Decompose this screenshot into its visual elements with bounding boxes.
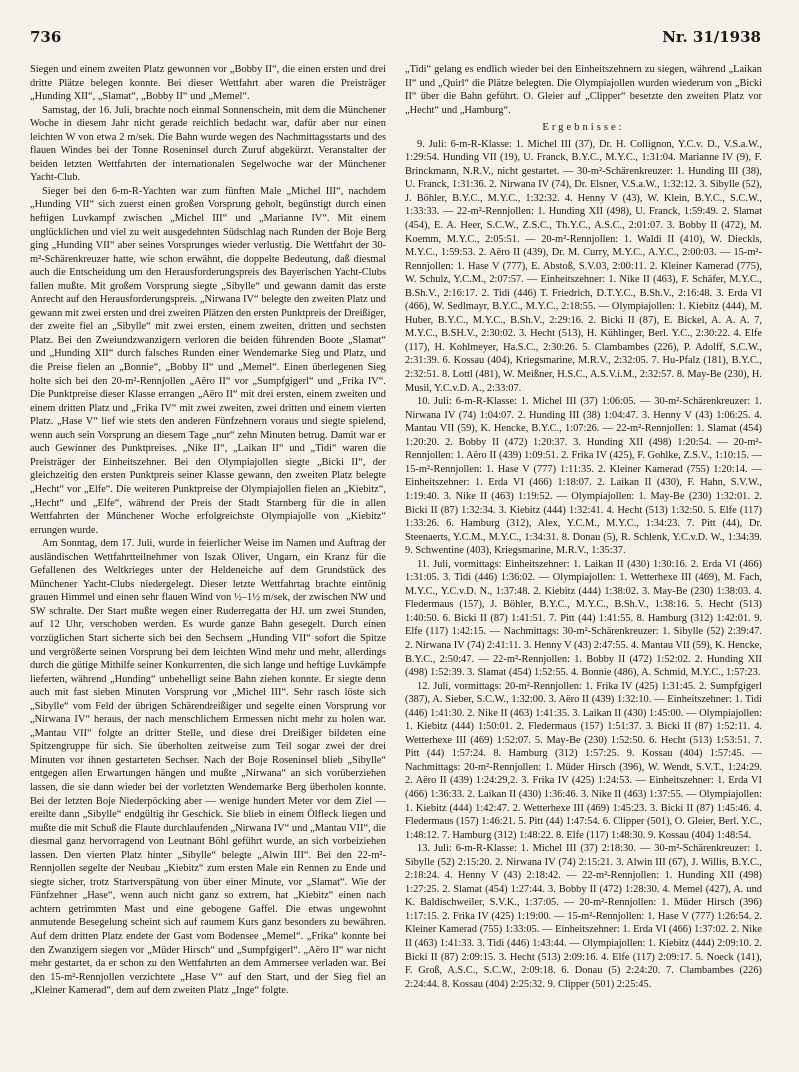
issue-number: Nr. 31/1938 <box>662 28 761 46</box>
article-paragraph: Am Sonntag, dem 17. Juli, wurde in feierlicher Weise im Namen und Auftrag der ausländischen Wettfahrtteilnehmer von Iszak Oliver, Ungarn, ein Kranz für die Gefallenen des Weltkrieges unter der Heldeneiche auf dem Grundstück des Münchener Yacht-Clubs niedergelegt. Dieser letzte Wettfahrtag brachte eintönig grauen Himmel und einen sehr flauen Wind von ½–1½ m/sek, der zwischen NW und SW schralte. Der Start mußte wegen einer Ruderregatta der HJ. um zwei Stunden, auf 12 Uhr, verschoben werden. Es wurde ganze Bahn gesegelt. Durch einen vorzüglichen Start sicherte sich bei den Sechsern „Hunding VII“ sofort die Spitze und vergrößerte seinen Vorsprung bei dem leichten Wind mehr und mehr, allerdings durch die gütige Mithilfe seiner Konkurrenten, die sich lange und heftige Luvkämpfe lieferten, während „Hunding“ unbehelligt seine Bahn ziehen konnte. Er siegte denn auch mit fast sieben Minuten Vorsprung vor „Michel III“. Sehr rasch löste sich „Sibylle“ vom Feld der übrigen Schärendreißiger und segelte einen Vorsprung vor „Nirwana IV“ heraus, der nach menschlichem Ermessen nicht mehr zu holen war. „Mantau VII“ folgte an dritter Stelle, und diese drei Dreißiger bildeten eine Spitzengruppe für sich. Sie überholten zeitweise zum Teil sogar zwei der drei Minuten vor ihnen gestarteten Sechser. Nach der Boje Roseninsel blieb „Sibylle“ entgegen allen Erwartungen hängen und mußte „Nirwana“ an sich vorüberziehen lassen, die sie dann wieder bei der vorletzten Wendemarke Berg überholen konnte. Bei der letzten Boje Niederpöcking aber — wenige hundert Meter vor dem Ziel — ereilte dann „Sibylle“ endgültig ihr Geschick. Sie blieb in einem Ölfleck liegen und mußte die mit Schuß die Flaute durchlaufenden „Nirwana IV“ und „Mantau VII“, die diesmal ganz hervorragend von Leutnant Böhl geführt wurde, an sich vorbeiziehen lassen. Den vierten Platz hinter „Sibylle“ belegte „Alwin III“. Bei den 22-m²-Rennjollen segelte der Neubau „Kiebitz“ zum ersten Male ein Rennen zu Ende und siegte sicher, trotz Startverspätung von über einer Minute, vor „Slamat“. Wie der Fünfzehner „Hase“, wenn auch nicht ganz so extrem, hat „Kiebitz“ einen nach achtern getrimmten Mast und eine gebogene Gaffel. Die etwas ungewohnt anmutende Besegelung scheint sich auf raumem Kurs ganz besonders zu bewähren. Auf dem dritten Platz endete der Gast vom Bodensee „Memel“. „Frika“ konnte bei den Zwanzigern siegen vor „Müder Hirsch“ und „Sumpfgigerl“. „Aëro II“ war nicht mehr gestartet, da er schon zu den Wettfahrten an dem Ammersee verladen war. Bei den 15-m²-Rennjollen verzichtete „Hase V“ auf den Start, und der Sieg fiel an „Kleiner Kamerad“, dem auf dem zweiten Platz „Inge“ folgte. <box>30 538 386 997</box>
results-day: 12. Juli, vormittags: 20-m²-Rennjollen: 1. Frika IV (425) 1:31:45. 2. Sumpfgigerl (387), A. Sieber, S.C.W., 1:32:00. 3. Aëro II (439) 1:32:10. — Einheitszehner: 1. Tidi (446) 1:41:30. 2. Nike II (463) 1:41:35. 3. Laikan II (430) 1:45:00. — Olympiajollen: 1. Kiebitz (444) 1:50:01. 2. Fledermaus (157) 1:51:37. 3. Bicki II (87) 1:52:11. 4. Wetterhexe III (469) 1:52:07. 5. May-Be (230) 1:52:50. 6. Hecht (513) 1:53:51. 7. Pitt (44) 1:57:24. 8. Hamburg (312) 1:57:25. 9. Kossau (404) 1:57:45. — Nachmittags: 20-m²-Rennjollen: 1. Müder Hirsch (396), W. Wendt, S.V.T., 1:24:29. 2. Aëro II (439) 1:24:29,2. 3. Frika IV (425) 1:24:53. — Einheitszehner: 1. Erda VI (466) 1:36:33. 2. Laikan II (430) 1:36:46. 3. Nike II (463) 1:37:55. — Olympiajollen: 1. Kiebitz (444) 1:42:47. 2. Wetterhexe III (469) 1:45:23. 3. Bicki II (87) 1:45:46. 4. Fledermaus (157) 1:46:21. 5. Pitt (44) 1:47:54. 6. Clipper (501), O. Gleier, Berl. Y.C., 1:48:12. 7. Hamburg (312) 1:48:22. 8. Elfe (117) 1:48:30. 9. Kossau (404) 1:48:54. <box>405 680 762 841</box>
left-column <box>30 63 386 1058</box>
results-day: 10. Juli: 6-m-R-Klasse: 1. Michel III (37) 1:06:05. — 30-m²-Schärenkreuzer: 1. Nirwana IV (74) 1:04:07. 2. Hunding III (38) 1:04:47. 3. Henny V (43) 1:06:25. 4. Mantau VII (59), K. Hencke, B.Y.C., 1:07:26. — 22-m²-Rennjollen: 1. Slamat (454) 1:20:20. 2. Bobby II (472) 1:20:37. 3. Hunding XII (498) 1:20:54. — 20-m²-Rennjollen: 1. Aëro II (439) 1:09:51. 2. Frika IV (425), F. Gohlke, Z.S.V., 1:10:15. — 15-m²-Rennjollen: 1. Hase V (777) 1:11:35. 2. Kleiner Kamerad (755) 1:20:14. — Einheitszehner: 1. Erda VI (466) 1:18:07. 2. Laikan II (430), F. Hahn, S.V.W., 1:19:40. 3. Nike II (463) 1:19:52. — Olympiajollen: 1. May-Be (230) 1:32:01. 2. Bicki II (87) 1:32:34. 3. Kiebitz (444) 1:32:41. 4. Hecht (513) 1:32:50. 5. Elfe (117) 1:33:26. 6. Hamburg (312), Alex, Y.C.M., M.Y.C., 1:34:23. 7. Pitt (44), Dr. Steenaerts, Y.C.M., M.Y.C., 1:34:31. 8. Donau (5), R. Schlenk, Y.C.v.D. W., 1:34:39. 9. Schwentine (403), Kriegsmarine, M.R.V., 1:35:37. <box>405 396 762 557</box>
article-paragraph: Samstag, der 16. Juli, brachte noch einmal Sonnenschein, mit dem die Münchener Woche in diesem Jahr nicht gerade reichlich bedacht war, dafür aber nur einen leichten W von etwa 2 m/sek. Die Bahn wurde wegen des Nachmittagsstarts und des flauen Windes bei der Tonne Roseninsel durch Zuruf abgekürzt. Veranstalter der beiden letzten Wettfahrten der internationalen Segelwoche war der Münchener Yacht-Club. <box>30 104 386 184</box>
results-day: 13. Juli: 6-m-R-Klasse: 1. Michel III (37) 2:18:30. — 30-m²-Schärenkreuzer: 1. Sibylle (52) 2:15:20. 2. Nirwana IV (74) 2:15:21. 3. Alwin III (67), J. Willis, B.Y.C., 2:18:24. 4. Henny V (43) 2:18:42. — 22-m²-Rennjollen: 1. Hunding XII (498) 1:27:25. 2. Slamat (454) 1:27:44. 3. Bobby II (472) 1:28:30. 4. Memel (427), A. und K. Baldischweiler, S.V.K., 1:37:05. — 20-m²-Rennjollen: 1. Müder Hirsch (396) 1:17:15. 2. Frika IV (425) 1:19:00. — 15-m²-Rennjollen: 1. Hase V (777) 1:26:54. 2. Kleiner Kamerad (755) 1:33:05. — Einheitszehner: 1. Erda VI (466) 1:37:02. 2. Nike II (463) 1:41:33. 3. Tidi (446) 1:43:44. — Olympiajollen: 1. Kiebitz (444) 2:09:10. 2. Bicki II (87) 2:09:15. 3. Hecht (513) 2:09:16. 4. Elfe (117) 2:09:17. 5. Noeck (141), F. Groß, A.S.C., S.C.W., 2:09:18. 6. Donau (5) 2:24:20. 7. Clambambes (226) 2:24:44. 8. Kossau (404) 2:25:32. 9. Clipper (501) 2:25:45. <box>405 843 762 990</box>
right-column <box>405 63 762 1058</box>
page-header <box>30 28 761 50</box>
results-heading: Ergebnisse: <box>542 122 625 134</box>
results-day: 9. Juli: 6-m-R-Klasse: 1. Michel III (37), Dr. H. Collignon, Y.C.v. D., V.S.a.W., 1:29:54. Hunding VII (19), U. Franck, B.Y.C., M.Y.C., 1:31:04. Marianne IV (9), F. Brinckmann, N.R.V., nicht gestartet. — 30-m²-Schärenkreuzer: 1. Hunding III (38), U. Franck, 1:31:36. 2. Nirwana IV (74), Dr. Elsner, V.S.a.W., 1:32:12. 3. Sibylle (52), J. Böhler, B.Y.C., M.Y.C., 1:32:32. 4. Henny V (43), W. Klein, B.Y.C., S.C.W., 1:33:33. — 22-m²-Rennjollen: 1. Hunding XII (498), U. Franck, 1:59:49. 2. Slamat (454), E. A. Heer, S.C.W., Z.S.C., Th.Y.C., A.S.C., 2:01:07. 3. Bobby II (472), M. Koemm, M.Y.C., 2:05:51. — 20-m²-Rennjollen: 1. Waldi II (410), W. Dieckls, M.Y.C., 1:59:53. 2. Aëro II (439), Dr. M. Curry, M.Y.C., A.Y.C., 2:00:03. — 15-m²-Rennjollen: 1. Hase V (777), E. Abstoß, S.V.03, 2:00:11. 2. Kleiner Kamerad (775), W. Schulz, Y.C.M., 2:07:57. — Einheitszehner: 1. Nike II (463), F. Schäfer, M.Y.C., B.Sh.V., 2:16:17. 2. Tidi (446) T. Friedrich, D.T.Y.C., B.Sh.V., 2:16:48. 3. Erda VI (466), W. Sedlmayr, B.Y.C., M.Y.C., 2:18:55. — Olympiajollen: 1. Kiebitz (444), M. Huber, B.Y.C., M.Y.C., B.Sh.V., 2:29:16. 2. Bicki II (87), E. Bickel, A. A. A. 7, M.Y.C., B.SH.V., 2:30:02. 3. Hecht (513), H. Kühlinger, Berl. Y.C., 2:30:22. 4. Elfe (117), H. Kohlmeyer, Ha.S.C., 2:30:26. 5. Clambambes (226), P. Adolff, S.C.W., 2:31:39. 6. Kossau (404), Kriegsmarine, M.R.V., 2:32:05. 7. Hu-Pfalz (181), B.Y.C., 2:32:51. 8. Lottl (481), W. Meißner, H.S.C., A.S.V.i.M., 2:32:57. 8. May-Be (230), H. Musil, Y.C.v.D. A., 2:33:07. <box>405 138 762 394</box>
results-list <box>405 138 762 991</box>
article-paragraph: Sieger bei den 6-m-R-Yachten war zum fünften Male „Michel III“, nachdem „Hunding VII“ sich zuerst einen großen Vorsprung geholt, begünstigt durch einen heftigen Luvkampf zwischen „Michel III“ und „Marianne IV“. Mit einem unglücklichen und viel zu weit ausgedehnten Südschlag nach Runden der Boje Berg ging „Hunding VII“ aber seines Vorsprunges wieder verlustig. Die Wettfahrt der 30-m²-Schärenkreuzer hatte, wie schon erwähnt, die doppelte Bedeutung, daß diesmal auch die Entscheidung um den Herausforderungspreis des Bayerischen Yacht-Clubs fallen mußte. Mit großem Vorsprung siegte „Sibylle“ und gewann damit das erste Anrecht auf den Herausforderungspreis. „Nirwana IV“ belegte den zweiten Platz und gewann mit zwei ersten und drei zweiten Plätzen den ersten Punktpreis der Dreißiger, der zweite fiel an „Sibylle“ mit zwei ersten, einem zweiten, dritten und sechsten Platz. Bei den Zweiundzwanzigern verloren die beiden führenden Boote „Slamat“ und „Hunding XII“ durch falsches Runden einer Wendemarke Sieg und Platz, und die Preise fielen an „Bonnie“, „Bobby II“ und „Memel“. Einen überlegenen Sieg holte sich bei den 20-m²-Rennjollen „Aëro II“ vor „Sumpfgigerl“ und „Frika IV“. Die Punktpreise dieser Klasse errangen „Aëro II“ mit drei ersten, einem zweiten und einem dritten Platz und „Frika IV“ mit zwei zweiten, zwei dritten und einem vierten Platz. „Hase V“ lief wie stets den anderen Fünfzehnern voraus und siegte spielend, wenn auch sein Vorsprung an diesem Tage „nur“ zehn Minuten betrug. Damit war er auch Gewinner des Punktpreises. „Nike II“, „Laikan II“ und „Tidi“ waren die Preisträger der Einheitszehner. Bei den Olympiajollen siegte „Bicki II“, der gleichzeitig den ersten Punktpreis seiner Klasse gewann, den zweiten Platz belegte „Hecht“ vor „Elfe“. Die weiteren Punktpreise der Olympiajollen fielen an „Kiebitz“, „Hecht“ und „Elfe“, während der Preis der Stadt Starnberg für die in allen Wettfahrten der Münchener Woche erfolgreichste Olympiajolle von „Kiebitz“ errungen wurde. <box>30 185 386 536</box>
article-paragraph: „Tidi“ gelang es endlich wieder bei den Einheitszehnern zu siegen, während „Laikan II“ und „Quirl“ die Plätze belegten. Die Olympiajollen wurden wiederum von „Bicki II“ über die Bahn geführt. O. Gleier auf „Clipper“ besetzte den zweiten Platz vor „Hecht“ und „Hamburg“. <box>405 64 762 116</box>
results-day: 11. Juli, vormittags: Einheitszehner: 1. Laikan II (430) 1:30:16. 2. Erda VI (466) 1:31:05. 3. Tidi (446) 1:36:02. — Olympiajollen: 1. Wetterhexe III (469), M. Fach, M.Y.C., Y.C.v.D. N., 1:37:48. 2. Kiebitz (444) 1:38:02. 3. May-Be (230) 1:38:03. 4. Fledermaus (157), J. Böhler, B.Y.C., M.Y.C., B.Sh.V., 1:38:16. 5. Hecht (513) 1:40:50. 6. Bicki II (87) 1:41:51. 7. Pitt (44) 1:41:55. 8. Hamburg (312) 1:42:01. 9. Elfe (117) 1:42:15. — Nachmittags: 30-m²-Schärenkreuzer: 1. Sibylle (52) 2:39:47. 2. Nirwana IV (74) 2:41:11. 3. Henny V (43) 2:47:55. 4. Mantau VII (59), K. Hencke, B.Y.C., 2:50:47. — 22-m²-Rennjollen: 1. Bobby II (472) 1:52:02. 2. Hunding XII (498) 1:52:39. 3. Slamat (454) 1:52:55. 4. Bonnie (486), A. Schmid, M.Y.C., 1:57:23. <box>405 558 762 679</box>
article-paragraph: Siegen und einem zweiten Platz gewonnen vor „Bobby II“, die einen ersten und drei dritte Plätze belegen konnte. Bei dieser Wettfahrt aber waren die Preisträger „Hunding XII“, „Slamat“, „Bobby II“ und „Memel“. <box>30 64 386 103</box>
page-number: 736 <box>30 28 62 46</box>
